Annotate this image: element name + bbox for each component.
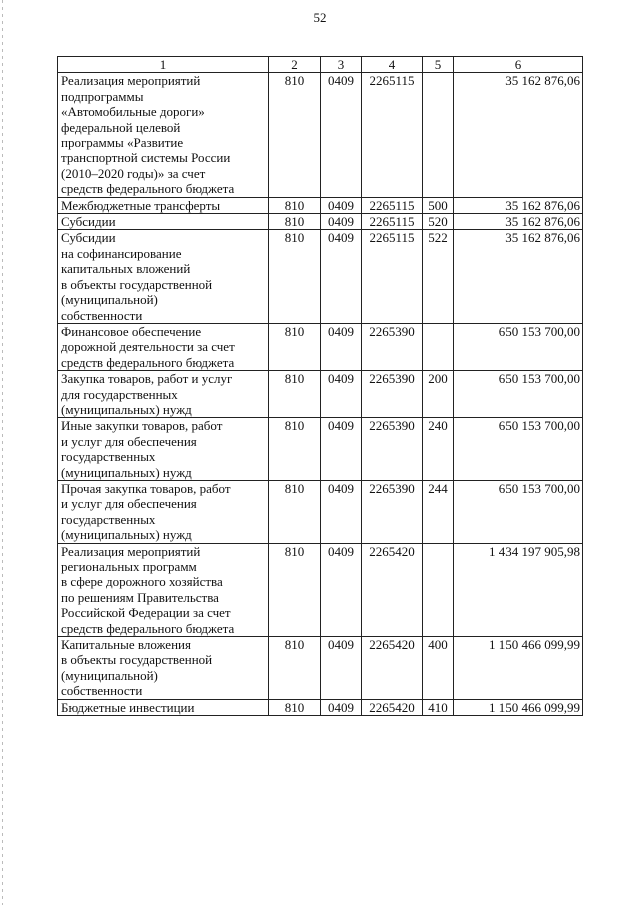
row-name-line: собственности	[61, 683, 143, 699]
row-name-line: (муниципальной)	[61, 667, 158, 683]
section-code-cell: 0409	[321, 323, 362, 370]
row-name-line: государственных	[61, 511, 156, 527]
target-item-cell: 2265420	[362, 699, 423, 715]
table-row	[58, 73, 583, 197]
row-name-line: средств федерального бюджета	[61, 181, 235, 197]
row-name-line: подпрограммы	[61, 88, 144, 104]
section-code-cell: 0409	[321, 371, 362, 418]
row-name-line: федеральной целевой	[61, 119, 181, 135]
row-name-cell	[58, 418, 269, 481]
row-name-line: Межбюджетные трансферты	[61, 197, 221, 213]
target-item-cell: 2265390	[362, 371, 423, 418]
row-name-line: Бюджетные инвестиции	[61, 699, 195, 715]
row-name-line: средств федерального бюджета	[61, 620, 235, 636]
section-code-cell: 0409	[321, 480, 362, 543]
expense-type-cell	[423, 73, 454, 197]
row-name-cell	[58, 323, 269, 370]
expense-type-cell: 200	[423, 371, 454, 418]
table-row	[58, 480, 583, 543]
amount-cell: 1 150 466 099,99	[454, 699, 583, 715]
row-name-line: Прочая закупка товаров, работ	[61, 480, 231, 496]
table-body	[58, 73, 583, 716]
header-row	[58, 57, 583, 73]
row-name-line: по решениям Правительства	[61, 589, 219, 605]
admin-code-cell: 810	[269, 197, 321, 213]
table-row	[58, 418, 583, 481]
admin-code-cell: 810	[269, 543, 321, 636]
row-name-line: в сфере дорожного хозяйства	[61, 574, 223, 590]
row-name-line: программы «Развитие	[61, 135, 184, 151]
row-name-line: Субсидии	[61, 214, 116, 230]
row-name-cell	[58, 230, 269, 323]
row-name-line: Иные закупки товаров, работ	[61, 418, 223, 434]
row-name-line: собственности	[61, 307, 143, 323]
amount-cell: 1 434 197 905,98	[454, 543, 583, 636]
expense-type-cell: 410	[423, 699, 454, 715]
table-row	[58, 214, 583, 230]
admin-code-cell: 810	[269, 418, 321, 481]
admin-code-cell: 810	[269, 699, 321, 715]
scan-edge	[2, 0, 3, 905]
row-name-line: Субсидии	[61, 230, 116, 246]
admin-code-cell: 810	[269, 73, 321, 197]
row-name-cell	[58, 371, 269, 418]
target-item-cell: 2265115	[362, 214, 423, 230]
table-row	[58, 323, 583, 370]
section-code-cell: 0409	[321, 418, 362, 481]
expense-type-cell: 522	[423, 230, 454, 323]
table-row	[58, 230, 583, 323]
amount-cell: 650 153 700,00	[454, 323, 583, 370]
table-row	[58, 371, 583, 418]
expense-type-cell: 240	[423, 418, 454, 481]
amount-cell: 650 153 700,00	[454, 418, 583, 481]
row-name-line: для государственных	[61, 386, 178, 402]
row-name-cell	[58, 480, 269, 543]
row-name-line: капитальных вложений	[61, 261, 191, 277]
amount-cell: 650 153 700,00	[454, 480, 583, 543]
target-item-cell: 2265390	[362, 418, 423, 481]
target-item-cell: 2265420	[362, 543, 423, 636]
admin-code-cell: 810	[269, 637, 321, 700]
row-name-line: в объекты государственной	[61, 652, 213, 668]
amount-cell: 1 150 466 099,99	[454, 637, 583, 700]
expense-type-cell: 500	[423, 197, 454, 213]
row-name-line: и услуг для обеспечения	[61, 433, 197, 449]
header-cell-6: 6	[454, 57, 583, 73]
header-cell-2: 2	[269, 57, 321, 73]
row-name-line: средств федерального бюджета	[61, 354, 235, 370]
row-name-line: «Автомобильные дороги»	[61, 104, 205, 120]
row-name-line: Реализация мероприятий	[61, 73, 201, 89]
row-name-cell	[58, 73, 269, 197]
row-name-line: транспортной системы России	[61, 150, 231, 166]
row-name-line: и услуг для обеспечения	[61, 496, 197, 512]
row-name-line: Финансовое обеспечение	[61, 323, 202, 339]
section-code-cell: 0409	[321, 230, 362, 323]
expense-type-cell: 400	[423, 637, 454, 700]
row-name-line: дорожной деятельности за счет	[61, 339, 235, 355]
amount-cell: 35 162 876,06	[454, 230, 583, 323]
table-row	[58, 197, 583, 213]
admin-code-cell: 810	[269, 480, 321, 543]
row-name-line: (муниципальной)	[61, 292, 158, 308]
row-name-line: Российской Федерации за счет	[61, 605, 231, 621]
admin-code-cell: 810	[269, 230, 321, 323]
row-name-line: Закупка товаров, работ и услуг	[61, 371, 233, 387]
target-item-cell: 2265390	[362, 323, 423, 370]
expense-type-cell	[423, 543, 454, 636]
header-cell-3: 3	[321, 57, 362, 73]
amount-cell: 35 162 876,06	[454, 214, 583, 230]
section-code-cell: 0409	[321, 699, 362, 715]
admin-code-cell: 810	[269, 323, 321, 370]
row-name-line: в объекты государственной	[61, 276, 213, 292]
section-code-cell: 0409	[321, 637, 362, 700]
target-item-cell: 2265115	[362, 73, 423, 197]
amount-cell: 650 153 700,00	[454, 371, 583, 418]
table-row	[58, 543, 583, 636]
header-cell-4: 4	[362, 57, 423, 73]
row-name-line: Реализация мероприятий	[61, 543, 201, 559]
row-name-line: на софинансирование	[61, 245, 182, 261]
row-name-cell	[58, 197, 269, 213]
row-name-cell	[58, 214, 269, 230]
row-name-line: Капитальные вложения	[61, 637, 191, 653]
table-row	[58, 699, 583, 715]
amount-cell: 35 162 876,06	[454, 73, 583, 197]
row-name-line: (муниципальных) нужд	[61, 527, 192, 543]
admin-code-cell: 810	[269, 214, 321, 230]
table-row	[58, 637, 583, 700]
row-name-cell	[58, 699, 269, 715]
row-name-line: (2010–2020 годы)» за счет	[61, 165, 206, 181]
section-code-cell: 0409	[321, 214, 362, 230]
page-number: 52	[313, 10, 327, 25]
header-cell-1: 1	[58, 57, 269, 73]
amount-cell: 35 162 876,06	[454, 197, 583, 213]
row-name-cell	[58, 637, 269, 700]
section-code-cell: 0409	[321, 543, 362, 636]
target-item-cell: 2265390	[362, 480, 423, 543]
row-name-cell	[58, 543, 269, 636]
header-cell-5: 5	[423, 57, 454, 73]
expense-type-cell: 244	[423, 480, 454, 543]
section-code-cell: 0409	[321, 73, 362, 197]
row-name-line: региональных программ	[61, 559, 197, 574]
row-name-line: государственных	[61, 449, 156, 465]
target-item-cell: 2265115	[362, 197, 423, 213]
expense-type-cell: 520	[423, 214, 454, 230]
target-item-cell: 2265115	[362, 230, 423, 323]
expense-type-cell	[423, 323, 454, 370]
row-name-line: (муниципальных) нужд	[61, 464, 192, 480]
budget-table	[57, 56, 583, 716]
admin-code-cell: 810	[269, 371, 321, 418]
target-item-cell: 2265420	[362, 637, 423, 700]
row-name-line: (муниципальных) нужд	[61, 401, 192, 417]
section-code-cell: 0409	[321, 197, 362, 213]
